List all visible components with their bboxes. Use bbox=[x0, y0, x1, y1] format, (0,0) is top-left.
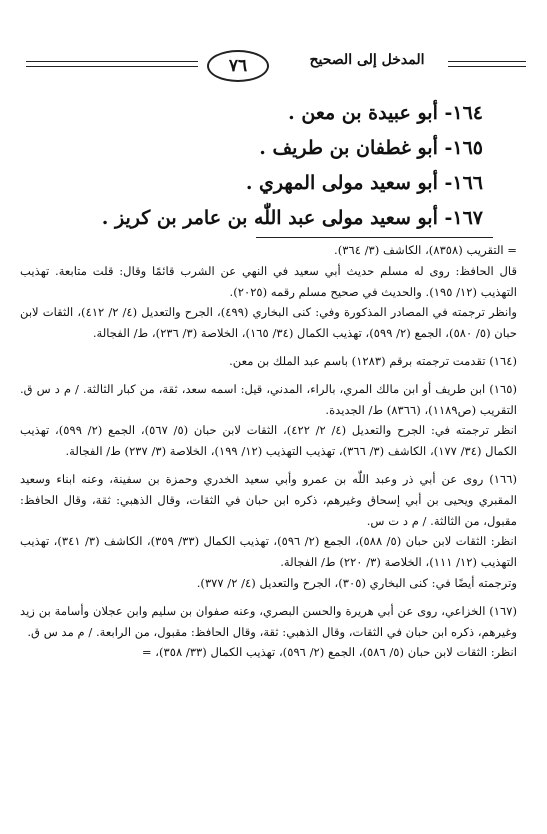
footnote-166-sources: انظر: الثقات لابن حبان (٥/ ٥٨٨)، الجمع (٢/ ٥٩٦)، تهذيب الكمال (٣٣/ ٣٥٩)، الكاشف (٣/ ٣٤١)، تهذيب التهذيب (١٢/ ١١١)، الخلاصة (٣/ ٢٢٠) ط/ الفجالة. bbox=[20, 534, 517, 570]
footnote-sources: وانظر ترجمته في المصادر المذكورة وفي: كنى البخاري (٤٩٩)، الجرح والتعديل (٤/ ٢/ ٤١٢)، الثقات لابن حبان (٥/ ٥٨٠)، الجمع (٢/ ٥٩٩)، تهذيب الكمال (٣٤/ ١٦٥)، الخلاصة (٣/ ٢٣٦)، ط/ الفجالة. bbox=[20, 305, 518, 341]
footnotes bbox=[20, 240, 517, 663]
footnote-164: (١٦٤) تقدمت ترجمته برقم (١٢٨٣) باسم عبد الملك بن معن. bbox=[229, 353, 517, 368]
main-entries bbox=[43, 96, 483, 236]
footnote-167-sources: انظر: الثقات لابن حبان (٥/ ٥٨٦)، الجمع (٢/ ٥٩٦)، تهذيب الكمال (٣٣/ ٣٥٨)، = bbox=[141, 645, 517, 660]
footnote-165: (١٦٥) ابن طريف أو ابن مالك المري، بالراء، المدني، قيل: اسمه سعد، ثقة، من كبار الثالثة. / م د س ق. التقريب (ص١١٨٩)، (٨٣٦٦) ط/ الجديدة. bbox=[20, 381, 517, 417]
header-rule-left-top bbox=[26, 61, 198, 62]
footnote-hafiz-quote: قال الحافظ: روى له مسلم حديث أبي سعيد في النهي عن الشرب قائمًا وقال: قلت متابعة. تهذيب التهذيب (١٢/ ١٩٥). والحديث في صحيح مسلم رقمه (٢٠٢٥). bbox=[20, 263, 517, 299]
entry-167: ١٦٧- أبو سعيد مولى عبد اللّٰه بن عامر بن كريز . bbox=[101, 207, 483, 229]
footnote-165-sources: انظر ترجمته في: الجرح والتعديل (٤/ ٢/ ٤٢٢)، الثقات لابن حبان (٥/ ٥٦٧)، الجمع (٢/ ٥٩٩)، تهذيب الكمال (٣٤/ ١٧٧)، الكاشف (٣/ ٣٦٦)، تهذيب التهذيب (١٢/ ١٩٩)، الخلاصة (٣/ ٢٣٧) ط/ الفجالة. bbox=[20, 423, 518, 459]
page-number: ٧٦ bbox=[207, 50, 269, 82]
footnote-166-more-sources: وترجمته أيضًا في: كنى البخاري (٣٠٥)، الجرح والتعديل (٤/ ٢/ ٣٧٧). bbox=[196, 575, 517, 590]
book-title: المدخل إلى الصحيح bbox=[309, 52, 425, 68]
page-header bbox=[26, 50, 526, 84]
header-rule-right-top bbox=[448, 61, 526, 62]
header-rule-right-bottom bbox=[448, 66, 526, 67]
header-rule-left-bottom bbox=[26, 66, 198, 67]
entry-164: ١٦٤- أبو عبيدة بن معن . bbox=[288, 102, 483, 124]
entry-166: ١٦٦- أبو سعيد مولى المهري . bbox=[245, 172, 483, 194]
footnote-continuation: = التقريب (٨٣٥٨)، الكاشف (٣/ ٣٦٤). bbox=[334, 243, 517, 257]
entry-165: ١٦٥- أبو غطفان بن طريف . bbox=[259, 137, 483, 159]
footnote-166: (١٦٦) روى عن أبي ذر وعبد اللّٰه بن عمرو وأبي سعيد الخدري وحمزة بن سفينة، وعنه ابناء وسعيد المقبري ويحيى بن أبي إسحاق وغيرهم، ذكره ابن حبان في الثقات، وقال الذهبي: ثقة، وقال الحافظ: مقبول، من الثالثة. / م د ت س. bbox=[20, 471, 517, 528]
footnote-divider bbox=[256, 237, 493, 238]
footnote-167: (١٦٧) الخزاعي، روى عن أبي هريرة والحسن البصري، وعنه صفوان بن سليم وابن عجلان وأسامة بن زيد وغيرهم، ذكره ابن حبان في الثقات، وقال الذهبي: ثقة، وقال الحافظ: مقبول، من الرابعة. / م مد س ق. bbox=[20, 603, 517, 639]
